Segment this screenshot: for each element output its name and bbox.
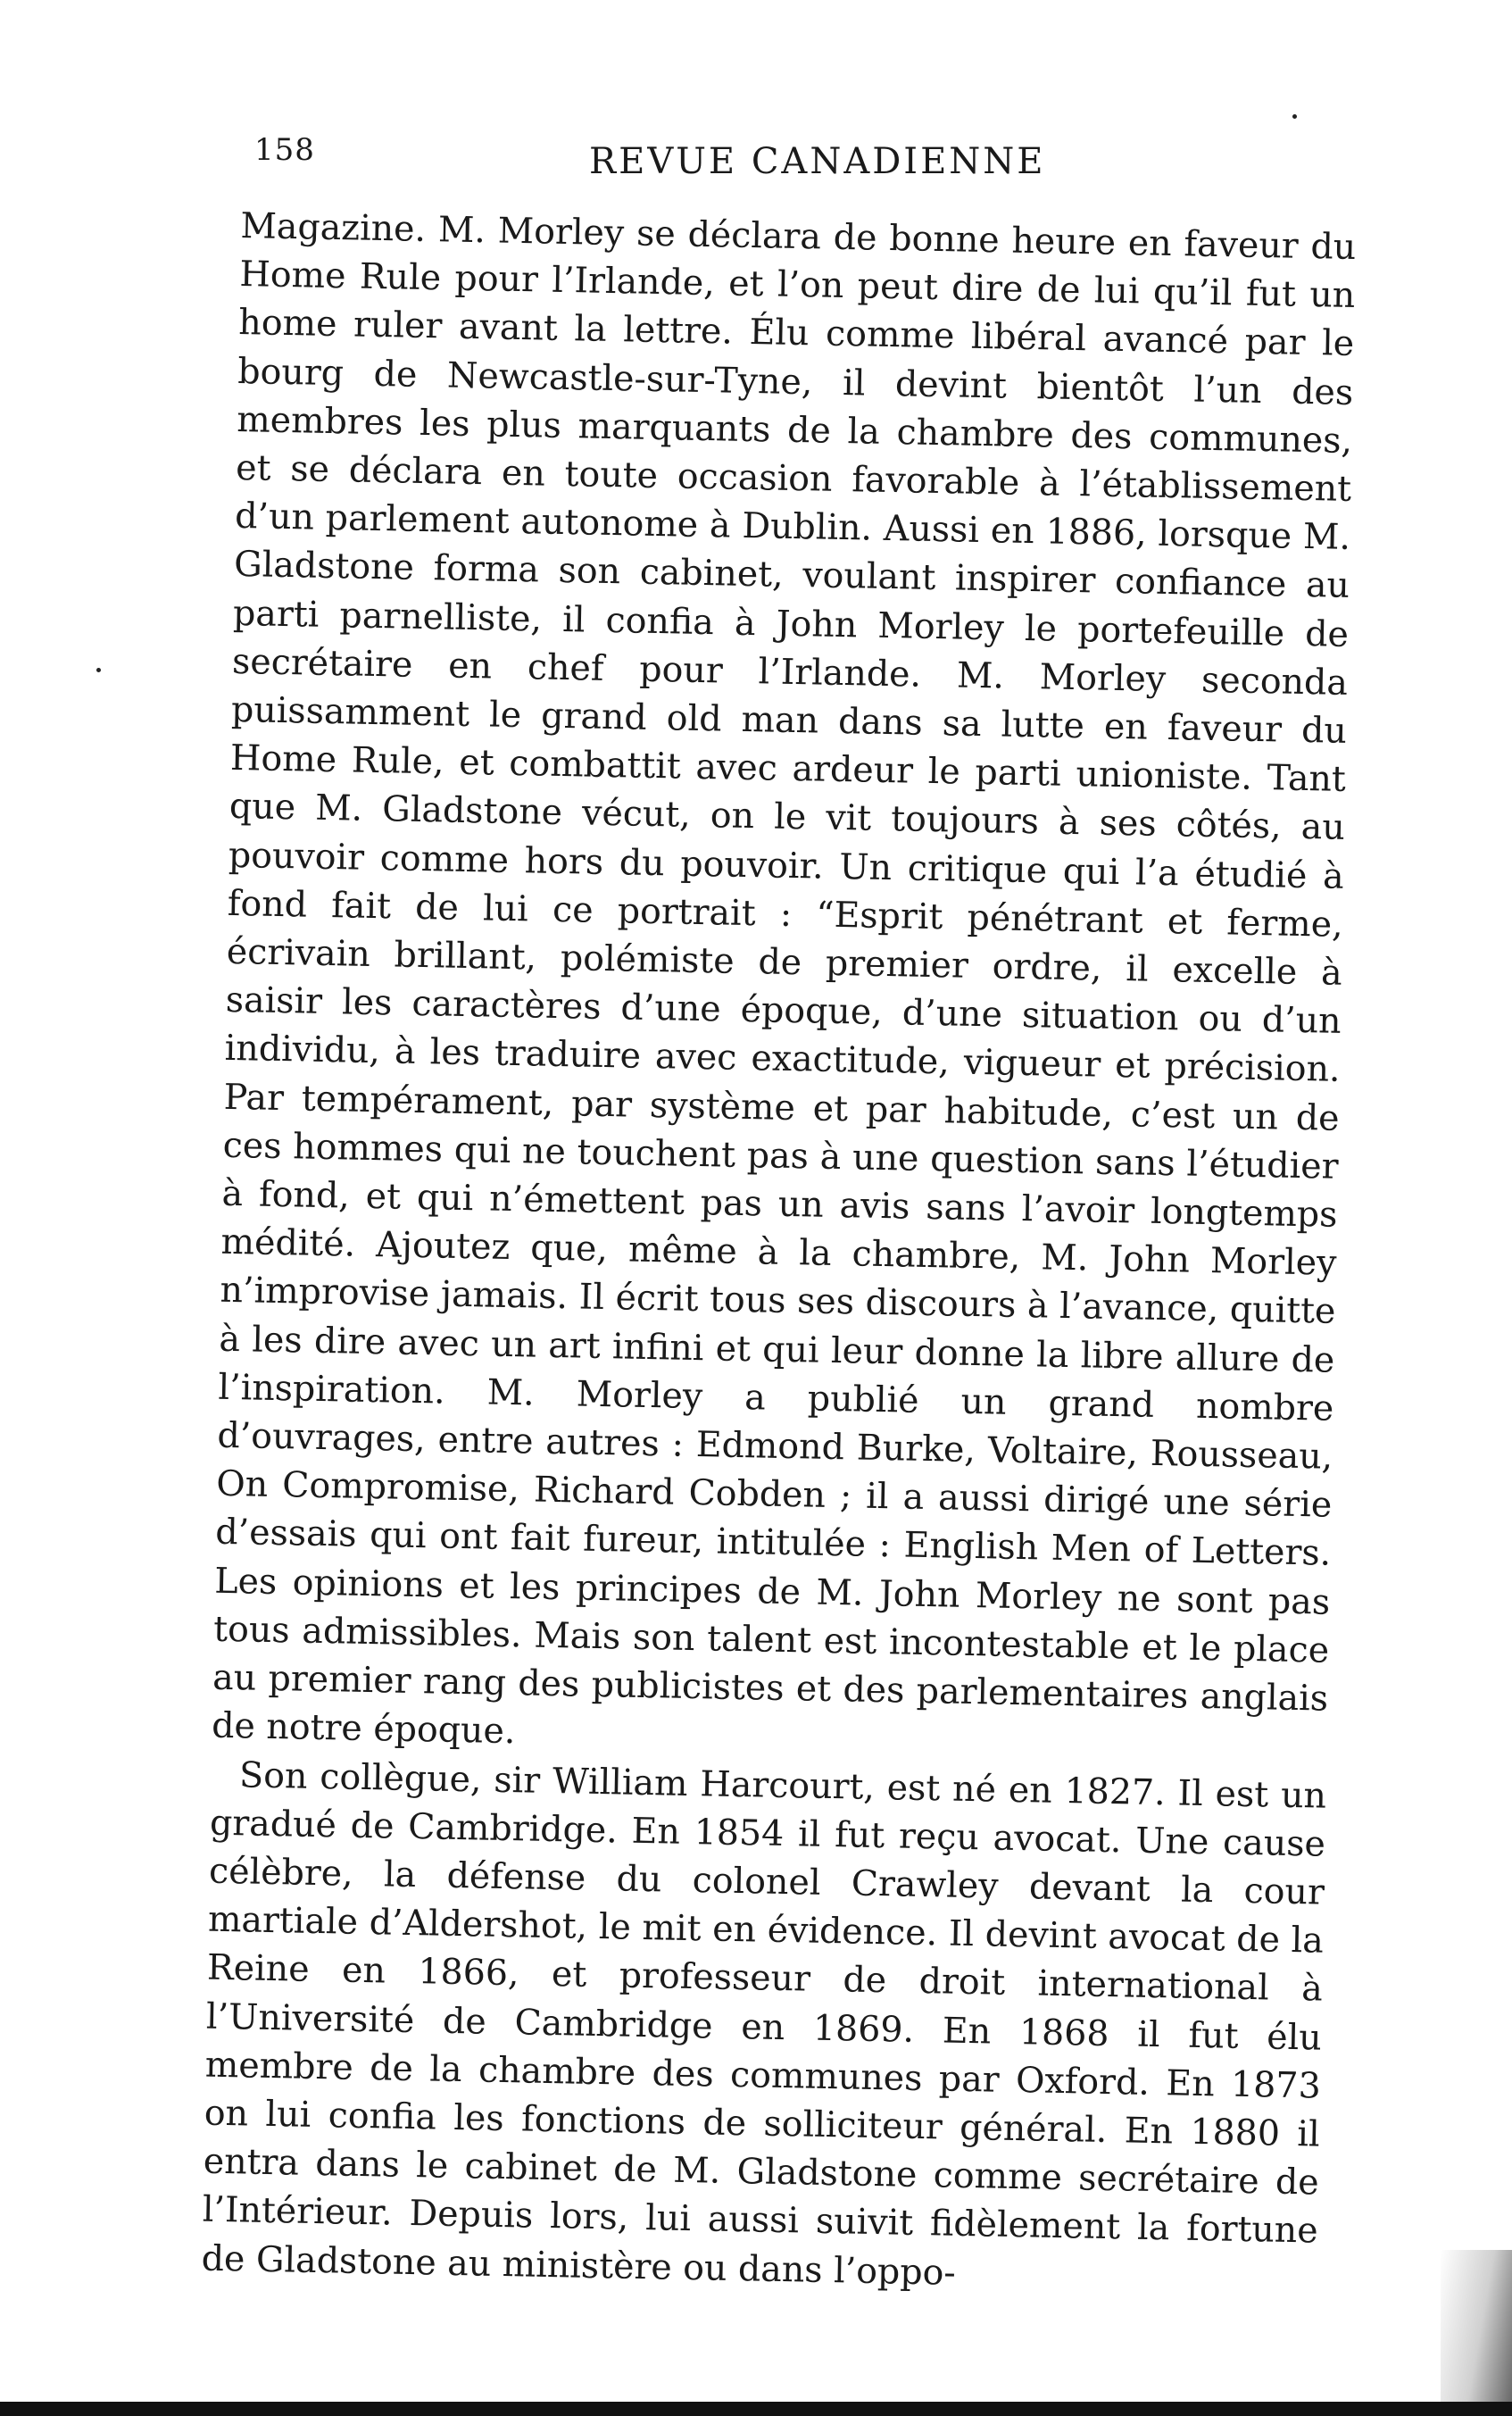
page-number: 158 xyxy=(254,132,315,168)
scan-speck-left xyxy=(96,668,101,672)
paragraph-1: Magazine. M. Morley se déclara de bonne heure en faveur du Home Rule pour l’Irlande, et l’on peut dire de lui qu’il fut un home ruler avant la lettre. Élu comme libéral avancé par le bourg de Newcastle-sur-Tyne, il devint bientôt l’un des membres les plus marquants de la chambre des communes, et se déclara en toute occasion favorable à l’établissement d’un parlement autonome à Dublin. Aussi en 1886, lorsque M. Gladstone forma son cabinet, voulant inspirer confiance au parti parnelliste, il confia à John Morley le portefeuille de secrétaire en chef pour l’Irlande. M. Morley seconda puissamment le grand old man dans sa lutte en faveur du Home Rule, et combattit avec ardeur le parti unioniste. Tant que M. Gladstone vécut, on le vit toujours à ses côtés, au pouvoir comme hors du pouvoir. Un critique qui l’a étudié à fond fait de lui ce portrait : “Esprit pénétrant et ferme, écrivain brillant, polémiste de premier ordre, il excelle à saisir les caractères d’une époque, d’une situation ou d’un individu, à les traduire avec exactitude, vigueur et précision. Par tempérament, par système et par habitude, c’est un de ces hommes qui ne touchent pas à une question sans l’étudier à fond, et qui n’émettent pas un avis sans l’avoir longtemps médité. Ajoutez que, même à la chambre, M. John Morley n’improvise jamais. Il écrit tous ses discours à l’avance, quitte à les dire avec un art infini et qui leur donne la libre allure de l’inspiration. M. Morley a publié un grand nombre d’ouvrages, entre autres : Edmond Burke, Voltaire, Rousseau, On Compromise, Richard Cobden ; il a aussi dirigé une série d’essais qui ont fait fureur, intitulée : English Men of Letters. Les opinions et les principes de M. John Morley ne sont pas tous admissibles. Mais son talent est incontestable et le place au premier rang des publicistes et des parlementaires anglais de notre époque. xyxy=(211,204,1357,1753)
scan-speck-top-right xyxy=(1292,114,1297,119)
body-text xyxy=(201,202,1357,2304)
scan-bottom-edge xyxy=(0,2402,1512,2416)
page-edge-shadow xyxy=(1441,2250,1512,2402)
running-title: REVUE CANADIENNE xyxy=(589,141,1046,182)
paragraph-2: Son collègue, sir William Harcourt, est né en 1827. Il est un gradué de Cambridge. En 1854 il fut reçu avocat. Une cause célèbre, la défense du colonel Crawley devant la cour martiale d’Aldershot, le mit en évidence. Il devint avocat de la Reine en 1866, et professeur de droit international à l’Université de Cambridge en 1869. En 1868 il fut élu membre de la chambre des communes par Oxford. En 1873 on lui confia les fonctions de solliciteur général. En 1880 il entra dans le cabinet de M. Gladstone comme secrétaire de l’Intérieur. Depuis lors, lui aussi suivit fidèlement la fortune de Gladstone au ministère ou dans l’oppo- xyxy=(201,1754,1327,2294)
